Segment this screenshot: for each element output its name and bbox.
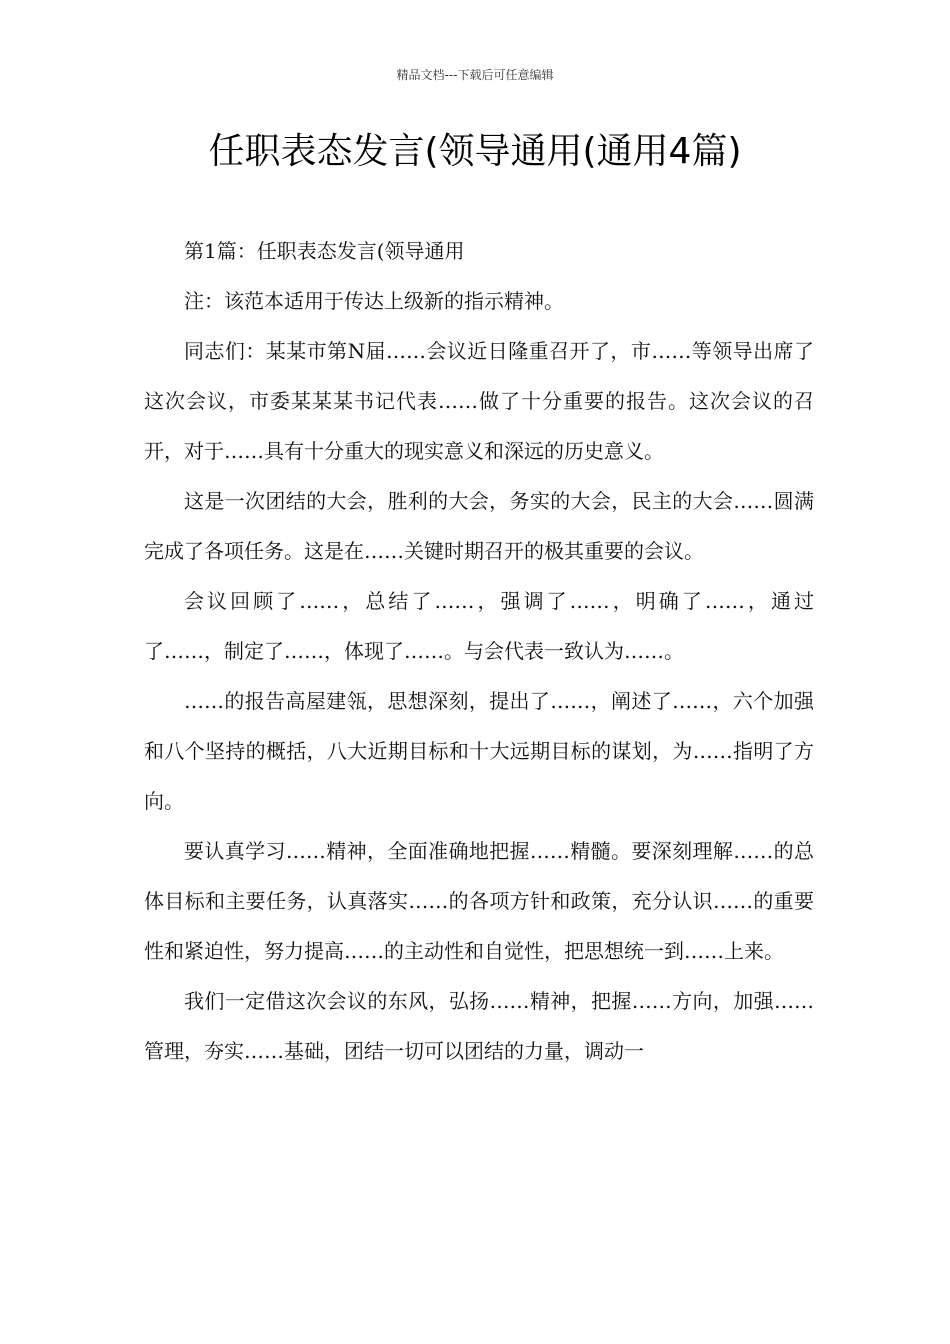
paragraph: 这是一次团结的大会，胜利的大会，务实的大会，民主的大会……圆满完成了各项任务。这是在……关键时期召开的极其重要的会议。 [144,489,814,563]
paragraph: 第1篇：任职表态发言(领导通用 [184,239,465,263]
paragraph: 会议回顾了……，总结了……，强调了……，明确了……，通过了……，制定了……，体现了……。与会代表一致认为……。 [144,589,814,663]
header-note: 精品文档---下载后可任意编辑 [396,68,554,82]
paragraph: 我们一定借这次会议的东风，弘扬……精神，把握……方向，加强……管理，夯实……基础，团结一切可以团结的力量，调动一 [144,989,814,1063]
paragraph: ……的报告高屋建瓴，思想深刻，提出了……，阐述了……，六个加强和八个坚持的概括，八大近期目标和十大远期目标的谋划，为……指明了方向。 [144,689,814,813]
paragraph: 注：该范本适用于传达上级新的指示精神。 [184,289,564,313]
document-body [144,226,814,1076]
paragraph: 同志们：某某市第N届……会议近日隆重召开了，市……等领导出席了这次会议，市委某某某书记代表……做了十分重要的报告。这次会议的召开，对于……具有十分重大的现实意义和深远的历史意义。 [144,339,814,463]
paragraph: 要认真学习……精神，全面准确地把握……精髓。要深刻理解……的总体目标和主要任务，认真落实……的各项方针和政策，充分认识……的重要性和紧迫性，努力提高……的主动性和自觉性，把思想统一到……上来。 [144,839,814,963]
document-title: 任职表态发言(领导通用(通用4篇) [208,131,742,172]
